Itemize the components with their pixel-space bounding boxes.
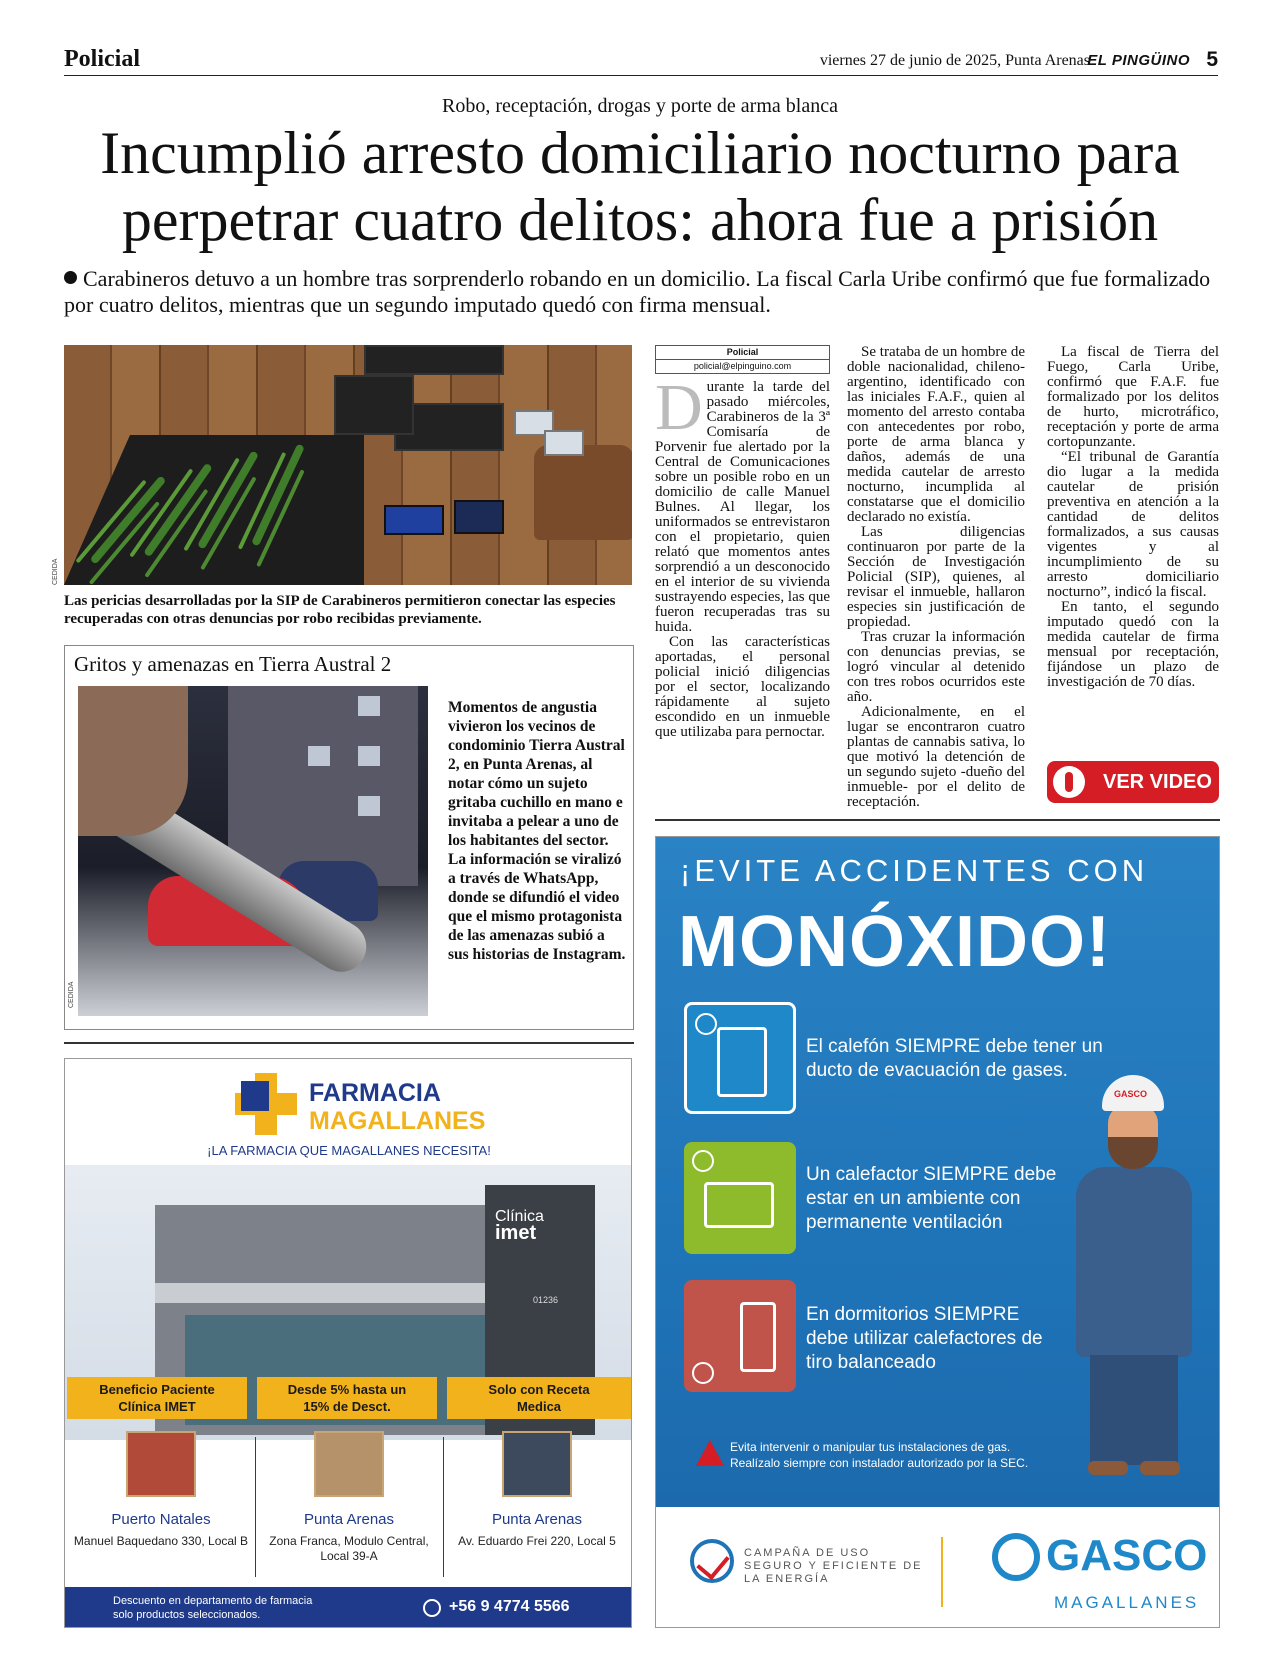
campaign-label: CAMPAÑA DE USO SEGURO Y EFICIENTE DE LA ENERGÍA (744, 1547, 923, 1585)
balanced-flue-heater-icon (684, 1280, 796, 1392)
gasco-logo-icon (992, 1533, 1040, 1581)
paragraph: Las diligencias continuaron por parte de la Sección de Investigación Policial (SIP), quienes, al revisar el inmueble, hallaron especies sin justificación de propiedad. (847, 524, 1025, 630)
tip-text: El calefón SIEMPRE debe tener un ducto de evacuación de gases. (806, 1036, 1103, 1081)
tip-text: En dormitorios SIEMPRE debe utilizar calefactores de tiro balanceado (806, 1304, 1043, 1373)
location-punta-arenas-zona-franca (259, 1431, 439, 1564)
dark-cloth (64, 435, 364, 585)
lede-text: Carabineros detuvo a un hombre tras sorprenderlo robando en un domicilio. La fiscal Carla Uribe confirmó que fue formalizado por cuatro delitos, mientras que un segundo imputado quedó con firma mensual. (64, 266, 1211, 317)
tv-item (334, 375, 414, 435)
laptop (384, 505, 444, 535)
article-column-3 (1047, 345, 1219, 690)
location-puerto-natales (71, 1431, 251, 1549)
farmacia-ad[interactable] (64, 1058, 632, 1628)
location-city: Punta Arenas (491, 1511, 583, 1528)
paragraph: Adicionalmente, en el lugar se encontraron cuatro plantas de cannabis sativa, lo que motivó la detención de un segundo sujeto -dueño del inmueble- por el delito de receptación. (847, 704, 1025, 810)
knife-video-still (78, 686, 428, 1016)
benefit-banner: Desde 5% hasta un 15% de Desct. (257, 1377, 437, 1419)
leather-jacket (534, 445, 632, 540)
ad-brand-line1: FARMACIA (309, 1079, 441, 1107)
sidebar-text: Momentos de angustia vivieron los vecinos de condominio Tierra Austral 2, en Punta Arenas, al notar cómo un sujeto gritaba cuchillo en mano e invitaba a pelear a uno de los habitantes del sector. La información se viralizó a través de WhatsApp, donde se difundió el video que el mismo protagonista de las amenazas subió a sus historias de Instagram. (448, 699, 626, 963)
page-header (64, 46, 1218, 76)
discount-disclaimer: Descuento en departamento de farmacia solo productos seleccionados. (113, 1595, 313, 1621)
laptop (454, 500, 504, 534)
article-headline: Incumplió arresto domiciliario nocturno para perpetrar cuatro delitos: ahora fue a prisión (100, 120, 1180, 253)
section-name: Policial (64, 46, 140, 72)
article-column-1 (655, 345, 830, 740)
warning-text: Evita intervenir o manipular tus instalaciones de gas. Realízalo siempre con instalador autorizado por la SEC. (730, 1440, 1029, 1470)
newspaper-logo: EL PINGÜINO (1087, 52, 1190, 69)
ad-headline-line2: MONÓXIDO! (678, 902, 1111, 982)
divider (64, 1042, 634, 1044)
dateline: viernes 27 de junio de 2025, Punta Arenas (819, 52, 1090, 69)
store-photo (502, 1431, 572, 1497)
paragraph: Con las características aportadas, el personal policial inició diligencias por el sector, localizando rápidamente al sujeto escondido en un inmueble que utilizaba para pernoctar. (655, 634, 830, 740)
location-address: Manuel Baquedano 330, Local B (73, 1534, 249, 1548)
watch-video-label: VER VIDEO (1103, 771, 1212, 793)
divider (941, 1537, 943, 1607)
clinic-sign: Clínica imet (495, 1208, 544, 1244)
location-city: Punta Arenas (303, 1511, 395, 1528)
photo-credit: CEDIDA (52, 558, 59, 585)
benefit-banner: Beneficio Paciente Clínica IMET (67, 1377, 247, 1419)
building (228, 686, 418, 886)
paragraph: “El tribunal de Garantía dio lugar a la medida cautelar de prisión preventiva en atención a la cantidad de delitos formalizados, a sus causas vigentes y al incumplimiento de su arresto domiciliario nocturno”, indicó la fiscal. (1047, 449, 1219, 600)
paragraph: Tras cruzar la información con denuncias previas, se logró vincular al detenido con tres robos ocurridos este año. (847, 629, 1025, 705)
building-number: 01236 (533, 1295, 559, 1305)
location-address: Av. Eduardo Frei 220, Local 5 (458, 1534, 616, 1548)
divider (655, 819, 1220, 821)
byline-box (655, 345, 830, 374)
helmet-logo: GASCO (1114, 1089, 1148, 1099)
drop-cap: D (655, 371, 703, 444)
location-address: Zona Franca, Modulo Central, Local 39-A (269, 1534, 429, 1563)
location-city: Puerto Natales (111, 1511, 211, 1528)
scale (544, 430, 584, 456)
pharmacy-cross-icon (235, 1073, 297, 1135)
divider (443, 1437, 444, 1577)
window (308, 746, 330, 766)
article-kicker: Robo, receptación, drogas y porte de arma blanca (442, 95, 838, 117)
gas-technician-illustration (1076, 1075, 1196, 1475)
photo-caption: Las pericias desarrolladas por la SIP de Carabineros permitieron conectar las especies recuperadas con otras denuncias por robo recibidas previamente. (64, 593, 616, 627)
byline-email[interactable]: policial@elpinguino.com (693, 361, 792, 371)
watch-video-button[interactable] (1047, 761, 1219, 803)
paragraph: En tanto, el segundo imputado quedó con la medida cautelar de firma mensual por receptación, fijándose un plazo de investigación de 70 días. (1047, 599, 1219, 690)
brand-name: GASCO (1046, 1531, 1208, 1580)
window (358, 696, 380, 716)
window (358, 796, 380, 816)
whatsapp-icon (423, 1599, 441, 1617)
byline-section: Policial (656, 346, 829, 360)
sidebar-title: Gritos y amenazas en Tierra Austral 2 (74, 652, 392, 676)
window (358, 746, 380, 766)
heater-ventilation-icon (684, 1142, 796, 1254)
store-photo (314, 1431, 384, 1497)
gasco-ad[interactable] (655, 836, 1220, 1628)
ad-footer (65, 1587, 632, 1628)
brand-region: MAGALLANES (1054, 1593, 1200, 1612)
paragraph: La fiscal de Tierra del Fuego, Carla Uribe, confirmó que F.A.F. fue formalizado por los delitos de hurto, microtráfico, receptación y porte de arma cortopunzante. (1047, 344, 1219, 450)
bullet-icon (64, 271, 77, 284)
checkmark-icon (690, 1539, 734, 1583)
paragraph: Durante la tarde del pasado miércoles, Carabineros de la 3ª Comisaría de Porvenir fue alertado por la Central de Comunicaciones sobre un posible robo en un domicilio de calle Manuel Bulnes. Al llegar, los uniformados se entrevistaron con el propietario, quien relató que momentos antes sorprendió a un desconocido en el interior de su vivienda sustrayendo especies, las que fueron recuperadas tras su huida. (655, 371, 830, 635)
warning-icon (696, 1440, 724, 1466)
ad-tagline: ¡LA FARMACIA QUE MAGALLANES NECESITA! (207, 1143, 491, 1158)
tv-item (364, 345, 504, 375)
divider (255, 1437, 256, 1577)
evidence-photo (64, 345, 632, 585)
sidebar-box (64, 645, 634, 1030)
tip-text: Un calefactor SIEMPRE debe estar en un ambiente con permanente ventilación (806, 1164, 1057, 1233)
tap-hand-icon (1053, 766, 1085, 798)
page-number: 5 (1206, 48, 1218, 71)
article-lede (64, 266, 1214, 318)
water-heater-icon (684, 1002, 796, 1114)
ad-brand-line2: MAGALLANES (309, 1107, 486, 1135)
phone-number[interactable]: +56 9 4774 5566 (449, 1598, 570, 1615)
benefit-banner: Solo con Receta Medica (447, 1377, 631, 1419)
paragraph: Se trataba de un hombre de doble nacionalidad, chileno-argentino, identificado con las iniciales F.A.F., quien al momento del arresto contaba con antecedentes por robo, porte de arma blanca y daños, además de una medida cautelar de arresto nocturno, incumplida al constatarse que el domicilio declarado no existía. (847, 344, 1025, 525)
article-column-2 (847, 345, 1025, 810)
location-punta-arenas-frei (447, 1431, 627, 1549)
store-photo (126, 1431, 196, 1497)
hand (78, 686, 188, 836)
benefit-banners (65, 1377, 632, 1419)
ad-headline-line1: ¡EVITE ACCIDENTES CON (680, 853, 1149, 888)
photo-credit: CEDIDA (68, 981, 75, 1008)
